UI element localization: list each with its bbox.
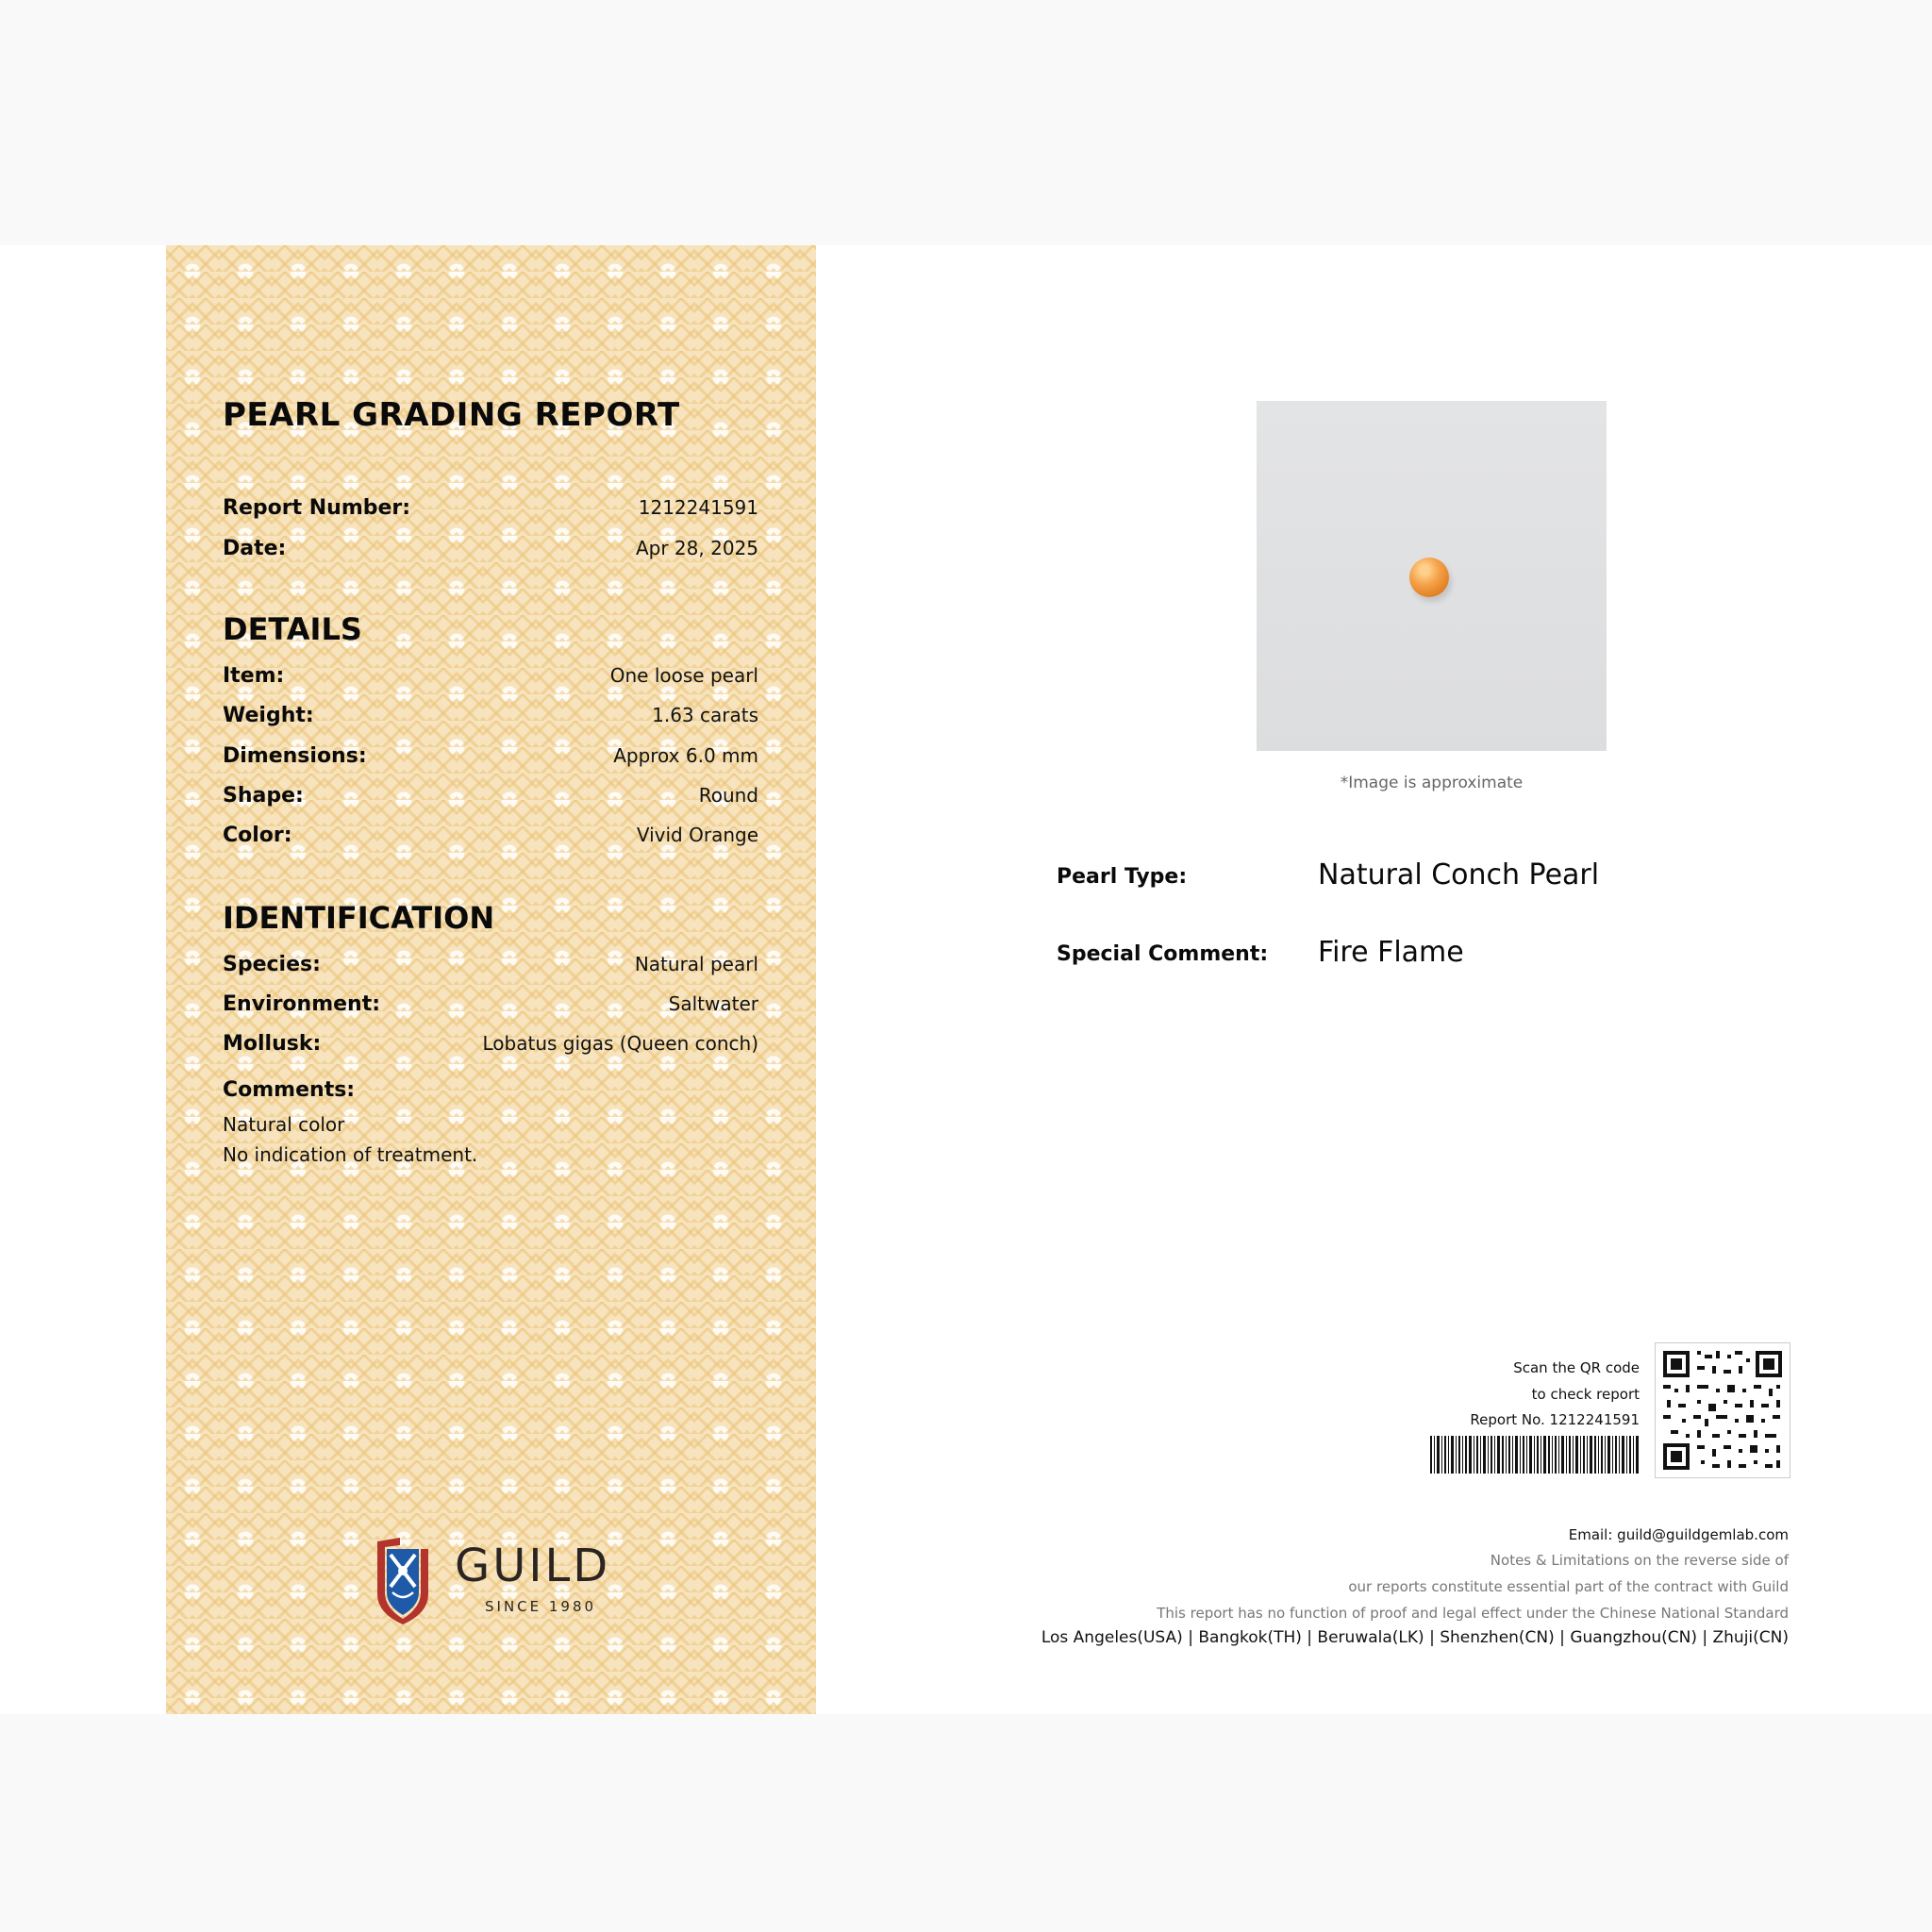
report-card <box>0 245 1932 1714</box>
date-label: Date: <box>223 536 287 560</box>
detail-row-shape <box>223 776 758 814</box>
identification-label: Species: <box>223 952 321 976</box>
detail-row-weight <box>223 696 758 734</box>
identification-value: Lobatus gigas (Queen conch) <box>482 1032 758 1055</box>
identification-value: Natural pearl <box>634 953 758 975</box>
detail-row-dimensions <box>223 737 758 774</box>
identification-label: Mollusk: <box>223 1031 322 1056</box>
comment-line: No indication of treatment. <box>223 1143 478 1166</box>
comment-line: Natural color <box>223 1113 345 1136</box>
identification-row-species <box>223 945 758 983</box>
details-heading: DETAILS <box>223 611 362 647</box>
footer-disclaimer: This report has no function of proof and legal effect under the Chinese National Standard <box>1157 1605 1789 1622</box>
detail-value: Vivid Orange <box>636 824 758 846</box>
footer-email[interactable]: Email: guild@guildgemlab.com <box>1568 1526 1789 1543</box>
qr-instruction-2: to check report <box>1531 1386 1640 1403</box>
detail-value: One loose pearl <box>609 664 758 687</box>
special-comment-label: Special Comment: <box>1057 942 1269 966</box>
detail-label: Shape: <box>223 783 304 808</box>
report-number-value: 1212241591 <box>638 496 758 519</box>
qr-report-number: Report No. 1212241591 <box>1470 1411 1640 1428</box>
detail-row-color <box>223 816 758 854</box>
pearl-type-label: Pearl Type: <box>1057 865 1188 889</box>
footer-cities: Los Angeles(USA) | Bangkok(TH) | Beruwala(LK) | Shenzhen(CN) | Guangzhou(CN) | Zhuji(CN) <box>1041 1628 1789 1647</box>
identification-value: Saltwater <box>668 992 758 1015</box>
detail-value: Round <box>698 784 758 807</box>
crest-icon <box>372 1536 434 1624</box>
footer-contract: our reports constitute essential part of the contract with Guild <box>1348 1578 1789 1595</box>
detail-label: Color: <box>223 823 292 847</box>
pearl-type-value: Natural Conch Pearl <box>1318 858 1600 891</box>
report-number-row <box>223 489 758 526</box>
identification-row-environment <box>223 985 758 1023</box>
guild-wordmark: GUILD <box>455 1540 611 1592</box>
identification-label: Environment: <box>223 991 381 1016</box>
photo-caption: *Image is approximate <box>1340 774 1524 792</box>
pearl-photo <box>1257 401 1607 751</box>
report-number-label: Report Number: <box>223 495 411 520</box>
pearl-image <box>1409 558 1449 597</box>
qr-code-icon[interactable] <box>1655 1342 1790 1478</box>
detail-row-item <box>223 657 758 694</box>
special-comment-value: Fire Flame <box>1318 936 1464 969</box>
footer-notes: Notes & Limitations on the reverse side of <box>1490 1552 1789 1569</box>
detail-value: Approx 6.0 mm <box>613 744 758 767</box>
comments-row <box>223 1071 758 1108</box>
date-row <box>223 529 758 567</box>
guild-logo <box>372 1536 636 1630</box>
detail-label: Weight: <box>223 703 314 727</box>
report-panel <box>166 245 816 1714</box>
identification-heading: IDENTIFICATION <box>223 900 495 936</box>
qr-instruction-1: Scan the QR code <box>1513 1359 1640 1376</box>
detail-value: 1.63 carats <box>652 704 758 726</box>
report-title: PEARL GRADING REPORT <box>223 396 680 434</box>
comments-label: Comments: <box>223 1077 356 1102</box>
detail-label: Dimensions: <box>223 743 367 768</box>
barcode-icon <box>1430 1436 1640 1474</box>
date-value: Apr 28, 2025 <box>635 537 758 559</box>
detail-label: Item: <box>223 663 285 688</box>
identification-row-mollusk <box>223 1024 758 1062</box>
guild-since: SINCE 1980 <box>485 1598 597 1615</box>
